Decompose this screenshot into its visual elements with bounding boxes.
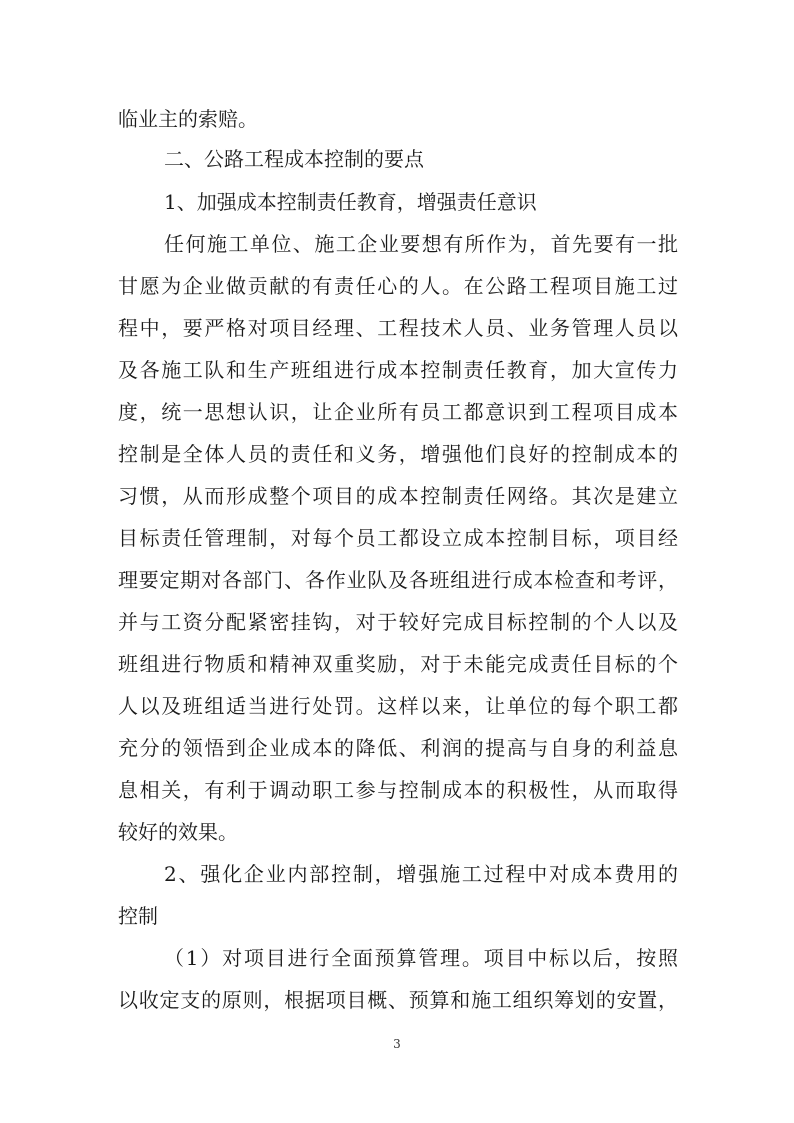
paragraph-line: 充分的领悟到企业成本的降低、利润的提高与自身的利益息: [118, 736, 678, 760]
paragraph-line: 控制是全体人员的责任和义务，增强他们良好的控制成本的: [118, 442, 678, 466]
paragraph-line: 班组进行物质和精神双重奖励，对于未能完成责任目标的个: [118, 652, 678, 676]
subsection-heading-1: 1、加强成本控制责任教育，增强责任意识: [164, 190, 537, 214]
paragraph-line: 度，统一思想认识，让企业所有员工都意识到工程项目成本: [118, 400, 678, 424]
paragraph-line: 理要定期对各部门、各作业队及各班组进行成本检查和考评，: [118, 568, 678, 592]
paragraph-line: 并与工资分配紧密挂钩，对于较好完成目标控制的个人以及: [118, 610, 678, 634]
paragraph-line: 甘愿为企业做贡献的有责任心的人。在公路工程项目施工过: [118, 274, 678, 298]
subsection-heading-2-continuation: 控制: [118, 904, 158, 928]
paragraph-line: 人以及班组适当进行处罚。这样以来，让单位的每个职工都: [118, 694, 678, 718]
section-heading: 二、公路工程成本控制的要点: [164, 147, 424, 171]
page-number: 3: [393, 1037, 401, 1051]
paragraph-continuation-line: 临业主的索赔。: [118, 107, 258, 131]
paragraph-line: 目标责任管理制，对每个员工都设立成本控制目标，项目经: [118, 526, 678, 550]
paragraph-line: 程中，要严格对项目经理、工程技术人员、业务管理人员以: [118, 316, 678, 340]
subsection-heading-2: 2、强化企业内部控制，增强施工过程中对成本费用的: [164, 862, 678, 886]
paragraph-line: 以收定支的原则，根据项目概、预算和施工组织筹划的安置，: [118, 988, 678, 1012]
paragraph-line: 任何施工单位、施工企业要想有所作为，首先要有一批: [164, 232, 678, 256]
paragraph-line: 息相关，有利于调动职工参与控制成本的积极性，从而取得: [118, 778, 678, 802]
paragraph-line: 较好的效果。: [118, 820, 238, 844]
paragraph-line: （1）对项目进行全面预算管理。项目中标以后，按照: [164, 946, 678, 970]
paragraph-line: 习惯，从而形成整个项目的成本控制责任网络。其次是建立: [118, 484, 678, 508]
paragraph-line: 及各施工队和生产班组进行成本控制责任教育，加大宣传力: [118, 358, 678, 382]
